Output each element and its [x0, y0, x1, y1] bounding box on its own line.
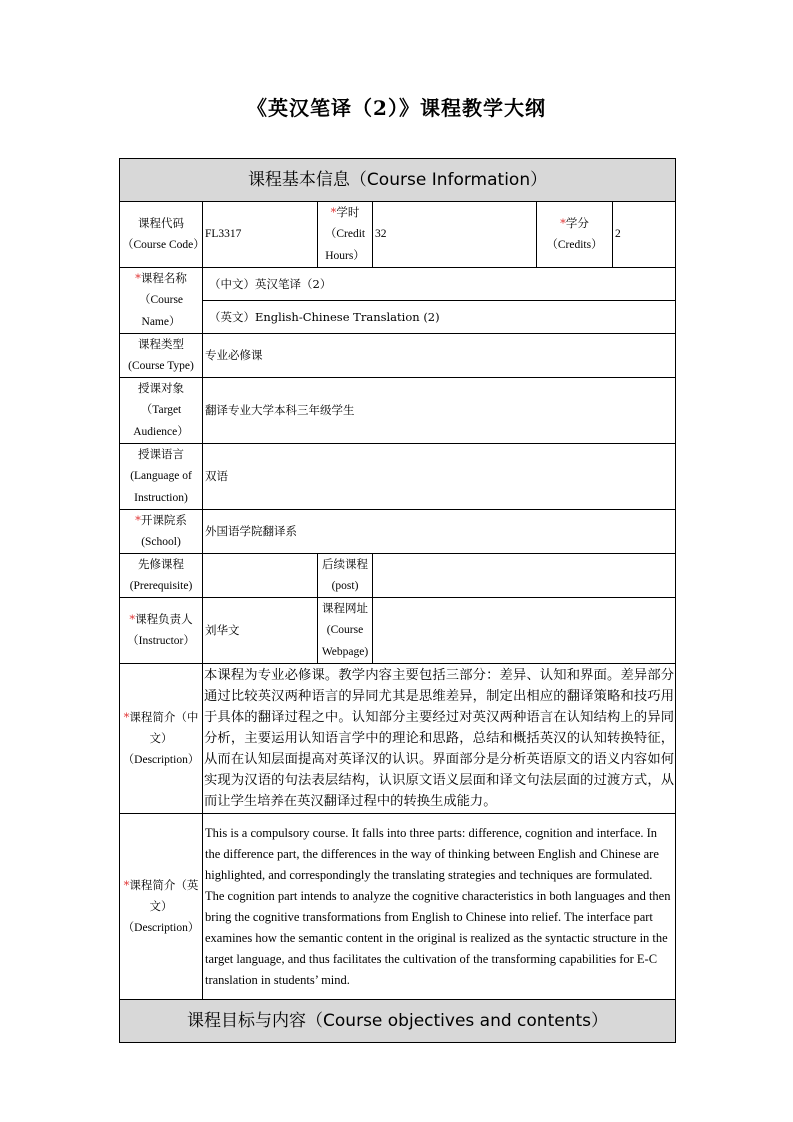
description-en-label: *课程简介（英文） （Description）: [120, 814, 203, 1000]
hours-value: 32: [373, 202, 537, 268]
description-en-text: This is a compulsory course. It falls into three parts: difference, cognition and interface. In the difference part, the differences in the way of thinking between English and Chinese are highlighted, and correspondingly the translating strategies and techniques are formulated. The cognition part intends to analyze the cognitive characteristics in both languages and then bring the cognitive transformations from English to Chinese into relief. The interface part examines how the semantic content in the original is realized as the syntactic structure in the target language, and thus facilitates the cultivation of the transforming capabilities for E-C translation in students’ mind.: [203, 814, 676, 1000]
webpage-label: 课程网址 (Course Webpage): [318, 598, 373, 664]
language-label: 授课语言 (Language of Instruction): [120, 444, 203, 510]
school-value: 外国语学院翻译系: [203, 510, 676, 554]
credits-value: 2: [613, 202, 676, 268]
page-title: 《英汉笔译（2）》课程教学大纲: [247, 96, 546, 120]
credits-label: *学分 （Credits）: [537, 202, 613, 268]
post-value: [373, 554, 676, 598]
prerequisite-label: 先修课程 (Prerequisite): [120, 554, 203, 598]
audience-value: 翻译专业大学本科三年级学生: [203, 378, 676, 444]
post-label: 后续课程 (post): [318, 554, 373, 598]
course-code-label: 课程代码 （Course Code）: [120, 202, 203, 268]
language-value: 双语: [203, 444, 676, 510]
course-type-value: 专业必修课: [203, 334, 676, 378]
course-name-label: *课程名称 （Course Name）: [120, 268, 203, 334]
hours-label: *学时 （Credit Hours）: [318, 202, 373, 268]
description-zh-label: *课程简介（中文） （Description）: [120, 664, 203, 814]
section-header-course-objectives: 课程目标与内容（Course objectives and contents）: [120, 1000, 676, 1043]
webpage-value: [373, 598, 676, 664]
audience-label: 授课对象 （Target Audience）: [120, 378, 203, 444]
instructor-label: *课程负责人 （Instructor）: [120, 598, 203, 664]
course-name-en-value: （英文）English-Chinese Translation (2): [203, 301, 676, 334]
course-info-table: [119, 158, 676, 1043]
course-code-value: FL3317: [203, 202, 318, 268]
course-type-label: 课程类型 (Course Type): [120, 334, 203, 378]
course-name-zh-value: （中文）英汉笔译（2）: [203, 268, 676, 301]
instructor-value: 刘华文: [203, 598, 318, 664]
prerequisite-value: [203, 554, 318, 598]
school-label: *开课院系 (School): [120, 510, 203, 554]
section-header-course-information: 课程基本信息（Course Information）: [120, 159, 676, 202]
description-zh-text: 本课程为专业必修课。教学内容主要包括三部分：差异、认知和界面。差异部分通过比较英汉两种语言的异同尤其是思维差异，制定出相应的翻译策略和技巧用于具体的翻译过程之中。认知部分主要经过对英汉两种语言在认知结构上的异同分析，主要运用认知语言学中的理论和思路，总结和概括英汉的认知转换特征，从而在认知层面提高对英译汉的认识。界面部分是分析英语原文的语义内容如何实现为汉语的句法表层结构，认识原文语义层面和译文句法层面的过渡方式，从而让学生培养在英汉翻译过程中的转换生成能力。: [203, 664, 676, 814]
